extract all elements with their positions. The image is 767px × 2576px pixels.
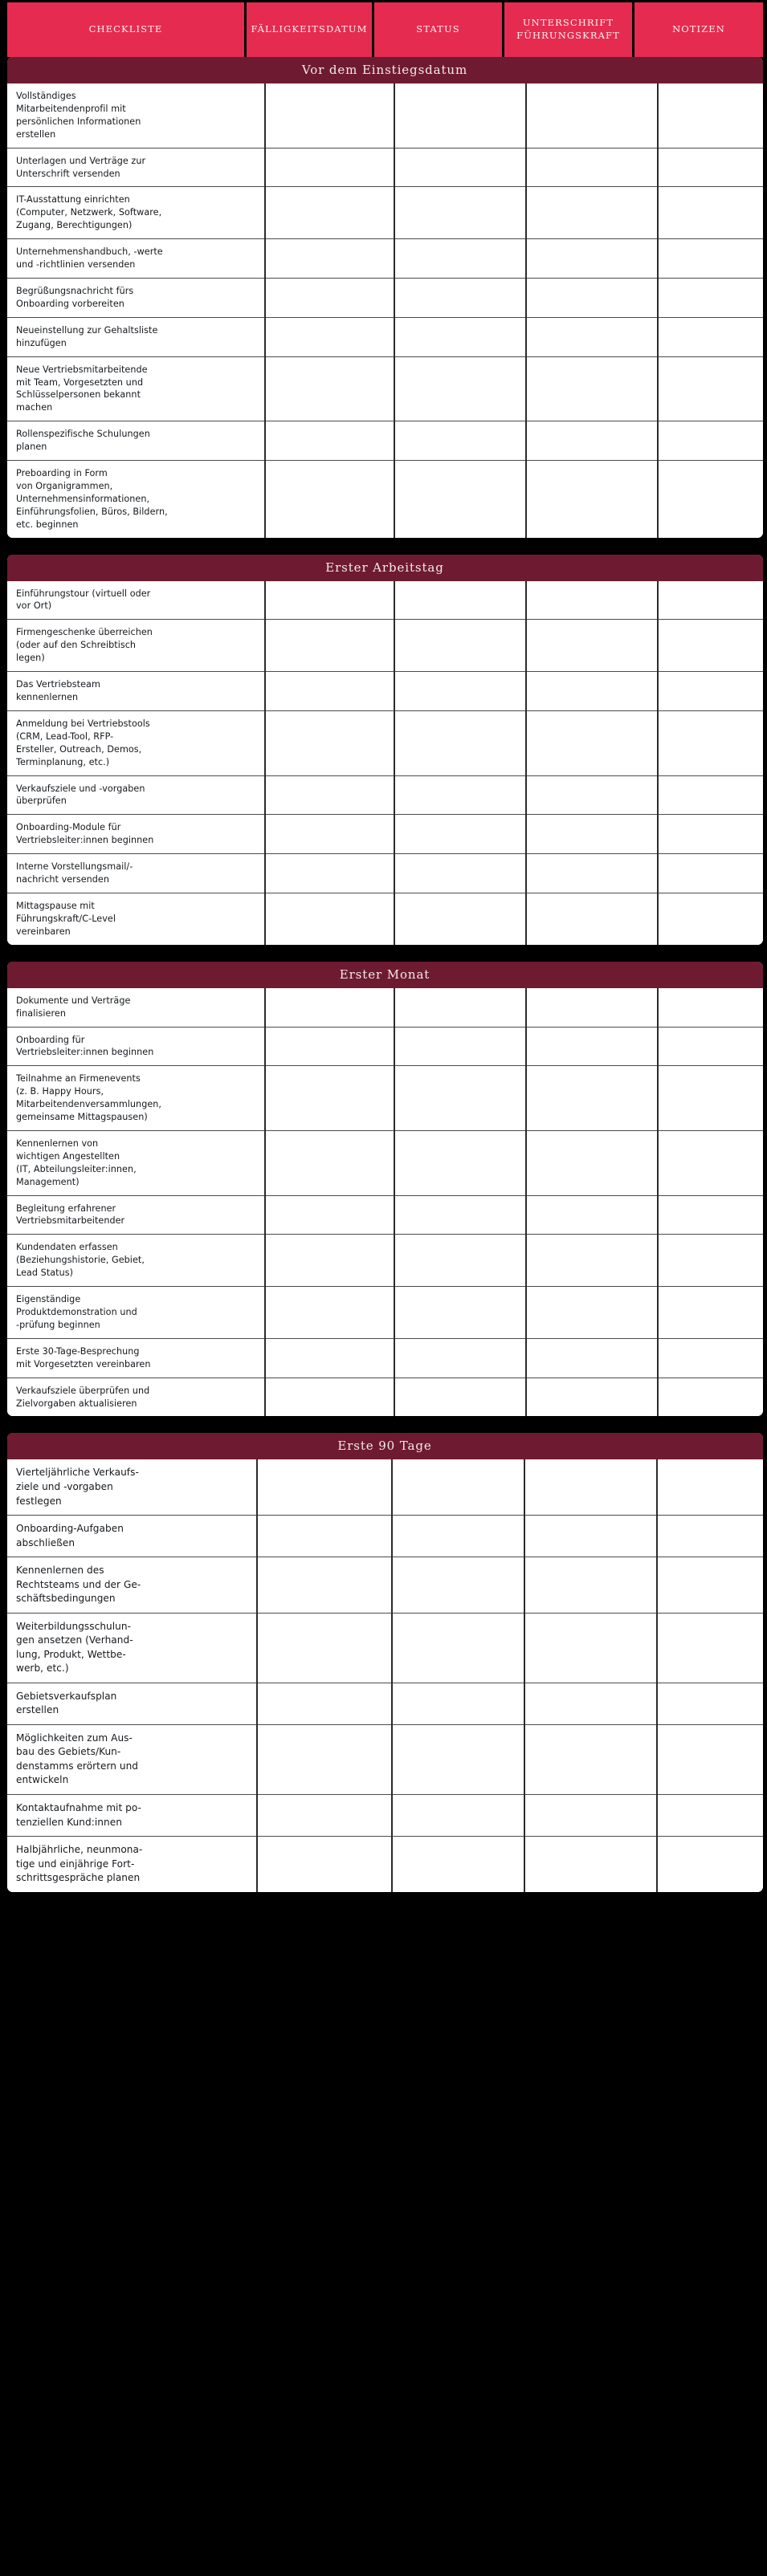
status-cell[interactable]	[392, 1837, 524, 1892]
notes-cell[interactable]	[658, 1027, 763, 1066]
due-date-cell[interactable]	[265, 815, 394, 854]
status-cell[interactable]	[394, 148, 526, 187]
manager-signature-cell[interactable]	[526, 1066, 658, 1131]
notes-cell[interactable]	[658, 1235, 763, 1287]
table-row	[7, 1837, 763, 1892]
due-date-cell[interactable]	[265, 581, 394, 620]
due-date-cell[interactable]	[265, 1338, 394, 1378]
manager-signature-cell[interactable]	[526, 620, 658, 672]
status-cell[interactable]	[394, 1338, 526, 1378]
section-corner-tab	[7, 1433, 18, 1436]
notes-cell[interactable]	[658, 187, 763, 239]
table-column-headers	[7, 2, 763, 57]
manager-signature-cell[interactable]	[526, 815, 658, 854]
status-cell[interactable]	[392, 1683, 524, 1724]
checklist-task-text: Firmengeschenke überreichen (oder auf den Schreibtisch legen)	[7, 620, 265, 672]
column-header-status: STATUS	[374, 2, 504, 57]
checklist-task-text: Unterlagen und Verträge zur Unterschrift versenden	[7, 148, 265, 187]
status-cell[interactable]	[394, 1287, 526, 1339]
section-title: Erste 90 Tage	[7, 1433, 763, 1459]
section-title: Erster Monat	[7, 962, 763, 988]
section-erster-arbeitstag	[7, 555, 763, 945]
column-header-checkliste: CHECKLISTE	[7, 2, 247, 57]
table-row	[7, 1066, 763, 1131]
notes-cell[interactable]	[658, 148, 763, 187]
table-row	[7, 421, 763, 461]
manager-signature-cell[interactable]	[524, 1837, 657, 1892]
checklist-task-text: Kennenlernen von wichtigen Angestellten (IT, Abteilungsleiter:innen, Management)	[7, 1130, 265, 1195]
status-cell[interactable]	[394, 1378, 526, 1416]
due-date-cell[interactable]	[265, 988, 394, 1027]
notes-cell[interactable]	[658, 581, 763, 620]
checklist-task-text: Halbjährliche, neunmona- tige und einjährige Fort- schrittsgespräche planen	[7, 1837, 257, 1892]
due-date-cell[interactable]	[257, 1516, 392, 1557]
table-row	[7, 1195, 763, 1235]
due-date-cell[interactable]	[265, 620, 394, 672]
checklist-task-text: Onboarding-Module für Vertriebsleiter:innen beginnen	[7, 815, 265, 854]
table-row	[7, 148, 763, 187]
section-rows	[7, 581, 763, 945]
notes-cell[interactable]	[658, 356, 763, 421]
checklist-task-text: Unternehmenshandbuch, -werte und -richtlinien versenden	[7, 239, 265, 279]
table-row	[7, 815, 763, 854]
checklist-task-text: Preboarding in Form von Organigrammen, Unternehmensinformationen, Einführungsfolien, Büros, Bildern, etc. beginnen	[7, 461, 265, 538]
checklist-task-text: Begrüßungsnachricht fürs Onboarding vorbereiten	[7, 278, 265, 317]
manager-signature-cell[interactable]	[526, 854, 658, 893]
manager-signature-cell[interactable]	[526, 710, 658, 775]
status-cell[interactable]	[394, 1235, 526, 1287]
manager-signature-cell[interactable]	[526, 581, 658, 620]
notes-cell[interactable]	[658, 1378, 763, 1416]
section-rows	[7, 1459, 763, 1891]
due-date-cell[interactable]	[265, 1066, 394, 1131]
status-cell[interactable]	[394, 317, 526, 356]
manager-signature-cell[interactable]	[526, 1027, 658, 1066]
table-row	[7, 1459, 763, 1515]
checklist-task-text: Erste 30-Tage-Besprechung mit Vorgesetzten vereinbaren	[7, 1338, 265, 1378]
status-cell[interactable]	[394, 356, 526, 421]
due-date-cell[interactable]	[265, 1378, 394, 1416]
table-row	[7, 1130, 763, 1195]
checklist-page	[0, 2, 767, 2576]
notes-cell[interactable]	[658, 1066, 763, 1131]
checklist-task-text: Neueinstellung zur Gehaltsliste hinzufügen	[7, 317, 265, 356]
due-date-cell[interactable]	[257, 1557, 392, 1614]
status-cell[interactable]	[392, 1459, 524, 1515]
notes-cell[interactable]	[657, 1683, 763, 1724]
manager-signature-cell[interactable]	[526, 239, 658, 279]
due-date-cell[interactable]	[265, 278, 394, 317]
due-date-cell[interactable]	[265, 239, 394, 279]
checklist-task-text: Mittagspause mit Führungskraft/C-Level vereinbaren	[7, 893, 265, 944]
notes-cell[interactable]	[658, 815, 763, 854]
section-title: Erster Arbeitstag	[7, 555, 763, 581]
table-row	[7, 83, 763, 148]
checklist-task-text: Weiterbildungsschulun- gen ansetzen (Verhand- lung, Produkt, Wettbe- werb, etc.)	[7, 1613, 257, 1683]
status-cell[interactable]	[392, 1557, 524, 1614]
column-header-unterschrift-fuehrungskraft: UNTERSCHRIFT FÜHRUNGSKRAFT	[504, 2, 634, 57]
notes-cell[interactable]	[658, 83, 763, 148]
table-row	[7, 1027, 763, 1066]
due-date-cell[interactable]	[265, 356, 394, 421]
manager-signature-cell[interactable]	[526, 672, 658, 711]
status-cell[interactable]	[394, 988, 526, 1027]
notes-cell[interactable]	[657, 1459, 763, 1515]
table-row	[7, 1287, 763, 1339]
status-cell[interactable]	[394, 1195, 526, 1235]
status-cell[interactable]	[394, 620, 526, 672]
manager-signature-cell[interactable]	[526, 461, 658, 538]
section-table	[7, 988, 763, 1417]
notes-cell[interactable]	[657, 1795, 763, 1837]
manager-signature-cell[interactable]	[526, 1378, 658, 1416]
table-row	[7, 710, 763, 775]
section-erste-90-tage	[7, 1433, 763, 1891]
checklist-task-text: Dokumente und Verträge finalisieren	[7, 988, 265, 1027]
manager-signature-cell[interactable]	[526, 1130, 658, 1195]
status-cell[interactable]	[394, 672, 526, 711]
due-date-cell[interactable]	[257, 1724, 392, 1794]
manager-signature-cell[interactable]	[526, 278, 658, 317]
notes-cell[interactable]	[658, 775, 763, 815]
checklist-task-text: Vierteljährliche Verkaufs- ziele und -vorgaben festlegen	[7, 1459, 257, 1515]
status-cell[interactable]	[392, 1724, 524, 1794]
due-date-cell[interactable]	[265, 83, 394, 148]
notes-cell[interactable]	[658, 893, 763, 944]
table-row	[7, 239, 763, 279]
status-cell[interactable]	[394, 461, 526, 538]
section-corner-tab	[7, 555, 18, 558]
checklist-task-text: Das Vertriebsteam kennenlernen	[7, 672, 265, 711]
table-row	[7, 1557, 763, 1614]
manager-signature-cell[interactable]	[526, 1338, 658, 1378]
notes-cell[interactable]	[658, 1130, 763, 1195]
table-row	[7, 1516, 763, 1557]
table-row	[7, 581, 763, 620]
due-date-cell[interactable]	[265, 854, 394, 893]
status-cell[interactable]	[394, 775, 526, 815]
section-table	[7, 581, 763, 945]
due-date-cell[interactable]	[265, 421, 394, 461]
status-cell[interactable]	[394, 581, 526, 620]
status-cell[interactable]	[394, 1027, 526, 1066]
manager-signature-cell[interactable]	[526, 1287, 658, 1339]
section-title: Vor dem Einstiegsdatum	[7, 57, 763, 83]
due-date-cell[interactable]	[257, 1459, 392, 1515]
checklist-task-text: Onboarding für Vertriebsleiter:innen beginnen	[7, 1027, 265, 1066]
status-cell[interactable]	[394, 239, 526, 279]
manager-signature-cell[interactable]	[524, 1516, 657, 1557]
notes-cell[interactable]	[658, 278, 763, 317]
status-cell[interactable]	[394, 1066, 526, 1131]
table-row	[7, 1235, 763, 1287]
due-date-cell[interactable]	[265, 710, 394, 775]
manager-signature-cell[interactable]	[526, 775, 658, 815]
status-cell[interactable]	[392, 1613, 524, 1683]
checklist-task-text: Eigenständige Produktdemonstration und -prüfung beginnen	[7, 1287, 265, 1339]
notes-cell[interactable]	[657, 1724, 763, 1794]
notes-cell[interactable]	[657, 1557, 763, 1614]
status-cell[interactable]	[394, 83, 526, 148]
checklist-task-text: Verkaufsziele und -vorgaben überprüfen	[7, 775, 265, 815]
table-row	[7, 775, 763, 815]
table-row	[7, 1683, 763, 1724]
status-cell[interactable]	[394, 815, 526, 854]
table-row	[7, 893, 763, 944]
table-row	[7, 1724, 763, 1794]
due-date-cell[interactable]	[265, 461, 394, 538]
notes-cell[interactable]	[657, 1613, 763, 1683]
notes-cell[interactable]	[658, 672, 763, 711]
checklist-task-text: Kontaktaufnahme mit po- tenziellen Kund:innen	[7, 1795, 257, 1837]
checklist-task-text: Begleitung erfahrener Vertriebsmitarbeitender	[7, 1195, 265, 1235]
manager-signature-cell[interactable]	[524, 1613, 657, 1683]
due-date-cell[interactable]	[265, 1235, 394, 1287]
checklist-task-text: Anmeldung bei Vertriebstools (CRM, Lead-Tool, RFP- Ersteller, Outreach, Demos, Terminplanung, etc.)	[7, 710, 265, 775]
due-date-cell[interactable]	[265, 1027, 394, 1066]
status-cell[interactable]	[394, 278, 526, 317]
manager-signature-cell[interactable]	[526, 187, 658, 239]
section-table	[7, 83, 763, 538]
checklist-task-text: Teilnahme an Firmenevents (z. B. Happy Hours, Mitarbeitendenversammlungen, gemeinsame Mittagspausen)	[7, 1066, 265, 1131]
manager-signature-cell[interactable]	[526, 356, 658, 421]
due-date-cell[interactable]	[265, 1287, 394, 1339]
table-row	[7, 1795, 763, 1837]
manager-signature-cell[interactable]	[524, 1795, 657, 1837]
notes-cell[interactable]	[658, 1338, 763, 1378]
checklist-task-text: Möglichkeiten zum Aus- bau des Gebiets/Kun- denstamms erörtern und entwickeln	[7, 1724, 257, 1794]
notes-cell[interactable]	[658, 620, 763, 672]
status-cell[interactable]	[394, 421, 526, 461]
table-row	[7, 461, 763, 538]
manager-signature-cell[interactable]	[526, 317, 658, 356]
column-header-faelligkeitsdatum: FÄLLIGKEITSDATUM	[247, 2, 374, 57]
table-row	[7, 1338, 763, 1378]
checklist-task-text: Rollenspezifische Schulungen planen	[7, 421, 265, 461]
table-row	[7, 317, 763, 356]
column-header-notizen: NOTIZEN	[634, 2, 763, 57]
notes-cell[interactable]	[658, 317, 763, 356]
notes-cell[interactable]	[658, 854, 763, 893]
status-cell[interactable]	[394, 710, 526, 775]
table-row	[7, 278, 763, 317]
manager-signature-cell[interactable]	[524, 1557, 657, 1614]
due-date-cell[interactable]	[265, 187, 394, 239]
due-date-cell[interactable]	[257, 1683, 392, 1724]
checklist-task-text: Verkaufsziele überprüfen und Zielvorgaben aktualisieren	[7, 1378, 265, 1416]
section-rows	[7, 83, 763, 538]
due-date-cell[interactable]	[265, 317, 394, 356]
section-vor-dem-einstiegsdatum	[7, 57, 763, 538]
checklist-task-text: Einführungstour (virtuell oder vor Ort)	[7, 581, 265, 620]
checklist-task-text: Kennenlernen des Rechtsteams und der Ge- schäftsbedingungen	[7, 1557, 257, 1614]
status-cell[interactable]	[392, 1516, 524, 1557]
notes-cell[interactable]	[658, 1287, 763, 1339]
due-date-cell[interactable]	[257, 1613, 392, 1683]
table-row	[7, 854, 763, 893]
manager-signature-cell[interactable]	[526, 1235, 658, 1287]
manager-signature-cell[interactable]	[524, 1683, 657, 1724]
due-date-cell[interactable]	[257, 1795, 392, 1837]
checklist-task-text: Interne Vorstellungsmail/- nachricht versenden	[7, 854, 265, 893]
manager-signature-cell[interactable]	[526, 148, 658, 187]
table-row	[7, 672, 763, 711]
notes-cell[interactable]	[657, 1837, 763, 1892]
due-date-cell[interactable]	[265, 148, 394, 187]
table-row	[7, 1378, 763, 1416]
notes-cell[interactable]	[658, 461, 763, 538]
manager-signature-cell[interactable]	[526, 83, 658, 148]
checklist-task-text: Vollständiges Mitarbeitendenprofil mit persönlichen Informationen erstellen	[7, 83, 265, 148]
due-date-cell[interactable]	[265, 1130, 394, 1195]
table-row	[7, 187, 763, 239]
notes-cell[interactable]	[658, 421, 763, 461]
status-cell[interactable]	[394, 1130, 526, 1195]
due-date-cell[interactable]	[257, 1837, 392, 1892]
manager-signature-cell[interactable]	[526, 1195, 658, 1235]
status-cell[interactable]	[394, 187, 526, 239]
table-row	[7, 620, 763, 672]
due-date-cell[interactable]	[265, 672, 394, 711]
section-erster-monat	[7, 962, 763, 1417]
section-rows	[7, 988, 763, 1417]
notes-cell[interactable]	[657, 1516, 763, 1557]
table-row	[7, 988, 763, 1027]
notes-cell[interactable]	[658, 239, 763, 279]
status-cell[interactable]	[394, 893, 526, 944]
status-cell[interactable]	[394, 854, 526, 893]
manager-signature-cell[interactable]	[524, 1459, 657, 1515]
manager-signature-cell[interactable]	[526, 893, 658, 944]
due-date-cell[interactable]	[265, 775, 394, 815]
manager-signature-cell[interactable]	[524, 1724, 657, 1794]
checklist-task-text: IT-Ausstattung einrichten (Computer, Netzwerk, Software, Zugang, Berechtigungen)	[7, 187, 265, 239]
checklist-task-text: Gebietsverkaufsplan erstellen	[7, 1683, 257, 1724]
manager-signature-cell[interactable]	[526, 421, 658, 461]
manager-signature-cell[interactable]	[526, 988, 658, 1027]
checklist-task-text: Onboarding-Aufgaben abschließen	[7, 1516, 257, 1557]
due-date-cell[interactable]	[265, 893, 394, 944]
table-row	[7, 356, 763, 421]
notes-cell[interactable]	[658, 1195, 763, 1235]
status-cell[interactable]	[392, 1795, 524, 1837]
section-corner-tab	[7, 962, 18, 965]
section-table	[7, 1459, 763, 1891]
checklist-task-text: Kundendaten erfassen (Beziehungshistorie, Gebiet, Lead Status)	[7, 1235, 265, 1287]
due-date-cell[interactable]	[265, 1195, 394, 1235]
notes-cell[interactable]	[658, 710, 763, 775]
checklist-task-text: Neue Vertriebsmitarbeitende mit Team, Vorgesetzten und Schlüsselpersonen bekannt machen	[7, 356, 265, 421]
notes-cell[interactable]	[658, 988, 763, 1027]
table-row	[7, 1613, 763, 1683]
